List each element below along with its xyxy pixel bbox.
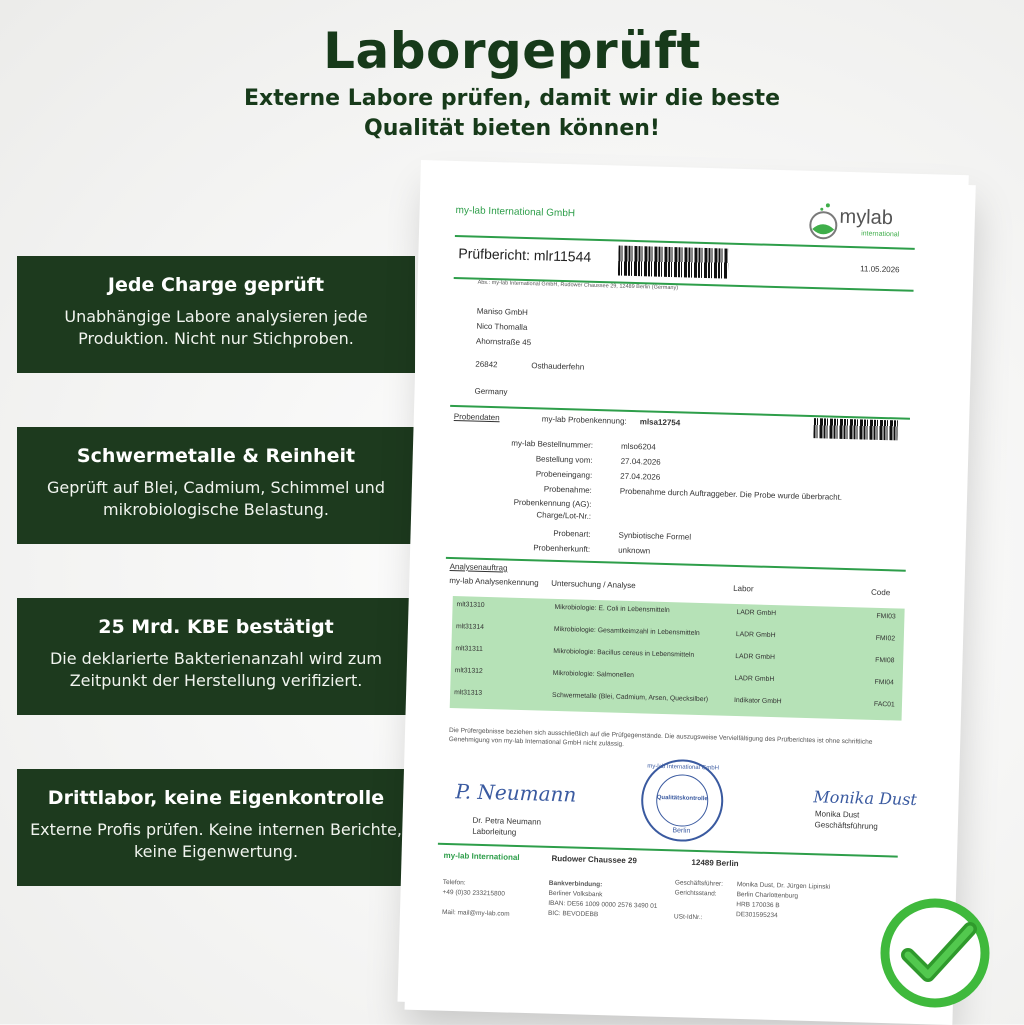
- analysis-header: Untersuchung / Analyse: [551, 578, 636, 591]
- footer-ust-label: USt-IdNr.:: [673, 913, 703, 922]
- signer-left-name: Dr. Petra Neumann: [472, 815, 542, 827]
- card-title: Drittlabor, keine Eigenkontrolle: [47, 787, 385, 809]
- page-subtitle: Externe Labore prüfen, damit wir die beste Qualität bieten können!: [243, 86, 780, 141]
- field-value: 27.04.2026: [620, 456, 661, 467]
- sample-id-label: my-lab Probenkennung:: [541, 414, 627, 426]
- recipient-city: Osthauderfehn: [531, 361, 585, 372]
- footer-hrb: HRB 170036 B: [736, 901, 780, 910]
- field-label: Charge/Lot-Nr.:: [536, 510, 592, 521]
- recipient-person: Nico Thomalla: [476, 321, 528, 333]
- card-text: Unabhängige Labore analysieren jede Produktion. Nicht nur Stichproben.: [64, 307, 368, 348]
- recipient-name: Maniso GmbH: [476, 306, 529, 318]
- table-row: mlt31310 Mikrobiologie: E. Coli in Lebensmitteln LADR GmbH FMI03: [456, 601, 896, 621]
- field-label: Probenahme:: [543, 484, 592, 495]
- lab-report: [397, 160, 968, 1017]
- footer-gf: Monika Dust, Dr. Jürgen Lipinski: [736, 881, 831, 891]
- feature-card-kbe: [17, 598, 415, 715]
- feature-card-schwermetalle: [17, 427, 415, 544]
- footer-court-label: Gerichtsstand:: [674, 889, 717, 898]
- divider: [446, 557, 906, 572]
- logo-text: mylab: [839, 205, 894, 230]
- footer-bank: Berliner Volksbank: [548, 889, 603, 899]
- table-row: mlt31312 Mikrobiologie: Salmonellen LADR GmbH FMI04: [454, 667, 894, 687]
- disclaimer: Die Prüfergebnisse beziehen sich ausschließlich auf die Prüfgegenstände. Die auszugsweise Vervielfältigung des Prüfberichtes ist ohne schriftliche Genehmigung von my-lab International GmbH nicht zulässig.: [448, 727, 873, 748]
- footer-street: Rudower Chaussee 29: [551, 853, 638, 866]
- field-value: Probenahme durch Auftraggeber. Die Probe wurde überbracht.: [619, 486, 843, 502]
- field-label: Probeneingang:: [535, 469, 593, 480]
- stamp-ring-text: my-lab International GmbH: [647, 763, 720, 772]
- checkmark-icon: [878, 895, 993, 1010]
- stamp-center-text: Qualitätskontrolle: [656, 794, 708, 803]
- card-text: Die deklarierte Bakterienanzahl wird zum Zeitpunkt der Herstellung verifiziert.: [49, 649, 383, 690]
- field-value: Synbiotische Formel: [618, 530, 692, 542]
- recipient-zip: 26842: [475, 359, 498, 370]
- barcode: [813, 418, 898, 440]
- sample-id-value: mlsa12754: [639, 417, 681, 428]
- sample-section-title: Probendaten: [453, 412, 500, 423]
- recipient-street: Ahornstraße 45: [475, 336, 532, 348]
- field-label: Probenart:: [553, 528, 591, 539]
- field-label: Bestellung vom:: [535, 454, 593, 465]
- mylab-logo: [807, 199, 928, 246]
- field-value: 27.04.2026: [620, 471, 661, 482]
- footer-phone-label: Telefon:: [442, 878, 466, 887]
- report-date: 11.05.2026: [860, 264, 900, 275]
- signature-right: Monika Dust: [813, 787, 918, 810]
- field-label: Probenherkunft:: [533, 543, 591, 554]
- sender-line: Abs.: my-lab International GmbH, Rudower Chaussee 29, 12489 Berlin (Germany): [477, 279, 679, 292]
- card-text: Externe Profis prüfen. Keine internen Berichte, keine Eigenwertung.: [30, 820, 402, 861]
- analysis-header: Code: [870, 587, 891, 598]
- report-company: my-lab International GmbH: [455, 204, 576, 220]
- footer-city: 12489 Berlin: [691, 857, 739, 869]
- page-title: Laborgeprüft: [323, 22, 701, 80]
- field-label: Probenkennung (AG):: [513, 497, 592, 509]
- field-value: unknown: [618, 545, 651, 556]
- feature-card-drittlabor: [17, 769, 415, 886]
- signature-left: P. Neumann: [455, 779, 577, 807]
- table-row: mlt31311 Mikrobiologie: Bacillus cereus in Lebensmitteln LADR GmbH FMI08: [455, 645, 895, 665]
- field-label: my-lab Bestellnummer:: [511, 438, 594, 450]
- footer-company: my-lab International: [443, 850, 520, 863]
- card-title: Schwermetalle & Reinheit: [76, 445, 356, 467]
- analysis-header: Labor: [733, 583, 754, 594]
- table-row: mlt31314 Mikrobiologie: Gesamtkeimzahl in Lebensmitteln LADR GmbH FMI02: [455, 623, 896, 643]
- footer-bank-title: Bankverbindung:: [548, 879, 603, 889]
- barcode: [618, 246, 729, 279]
- analysis-section-title: Analysenauftrag: [449, 561, 508, 573]
- signer-left-role: Laborleitung: [472, 826, 517, 837]
- headline: [0, 22, 1024, 144]
- feature-card-charge: [17, 256, 415, 373]
- footer-court: Berlin Charlottenburg: [736, 891, 799, 900]
- logo-subtext: international: [861, 230, 900, 239]
- signer-right-name: Monika Dust: [814, 809, 860, 820]
- field-value: mlso6204: [620, 441, 656, 452]
- table-row: mlt31313 Schwermetalle (Blei, Cadmium, Arsen, Quecksilber) Indikator GmbH FAC01: [454, 689, 895, 709]
- footer-bic: BIC: BEVODEBB: [547, 909, 599, 919]
- footer-phone: +49 (0)30 233215800: [442, 888, 505, 898]
- card-text: Geprüft auf Blei, Cadmium, Schimmel und mikrobiologische Belastung.: [47, 478, 385, 519]
- footer-gf-label: Geschäftsführer:: [674, 879, 724, 888]
- card-title: 25 Mrd. KBE bestätigt: [98, 616, 334, 638]
- signer-right-role: Geschäftsführung: [814, 820, 878, 832]
- analysis-header: my-lab Analysenkennung: [449, 575, 539, 588]
- footer-mail: Mail: mail@my-lab.com: [441, 908, 510, 918]
- footer-iban: IBAN: DE56 1009 0000 2576 3490 01: [548, 899, 658, 910]
- card-title: Jede Charge geprüft: [107, 274, 325, 296]
- recipient-country: Germany: [474, 386, 508, 397]
- stamp-city-text: Berlin: [672, 827, 691, 835]
- quality-stamp: [640, 758, 724, 842]
- footer-ust: DE301595234: [735, 911, 778, 920]
- report-title: Prüfbericht: mlr11544: [458, 245, 592, 265]
